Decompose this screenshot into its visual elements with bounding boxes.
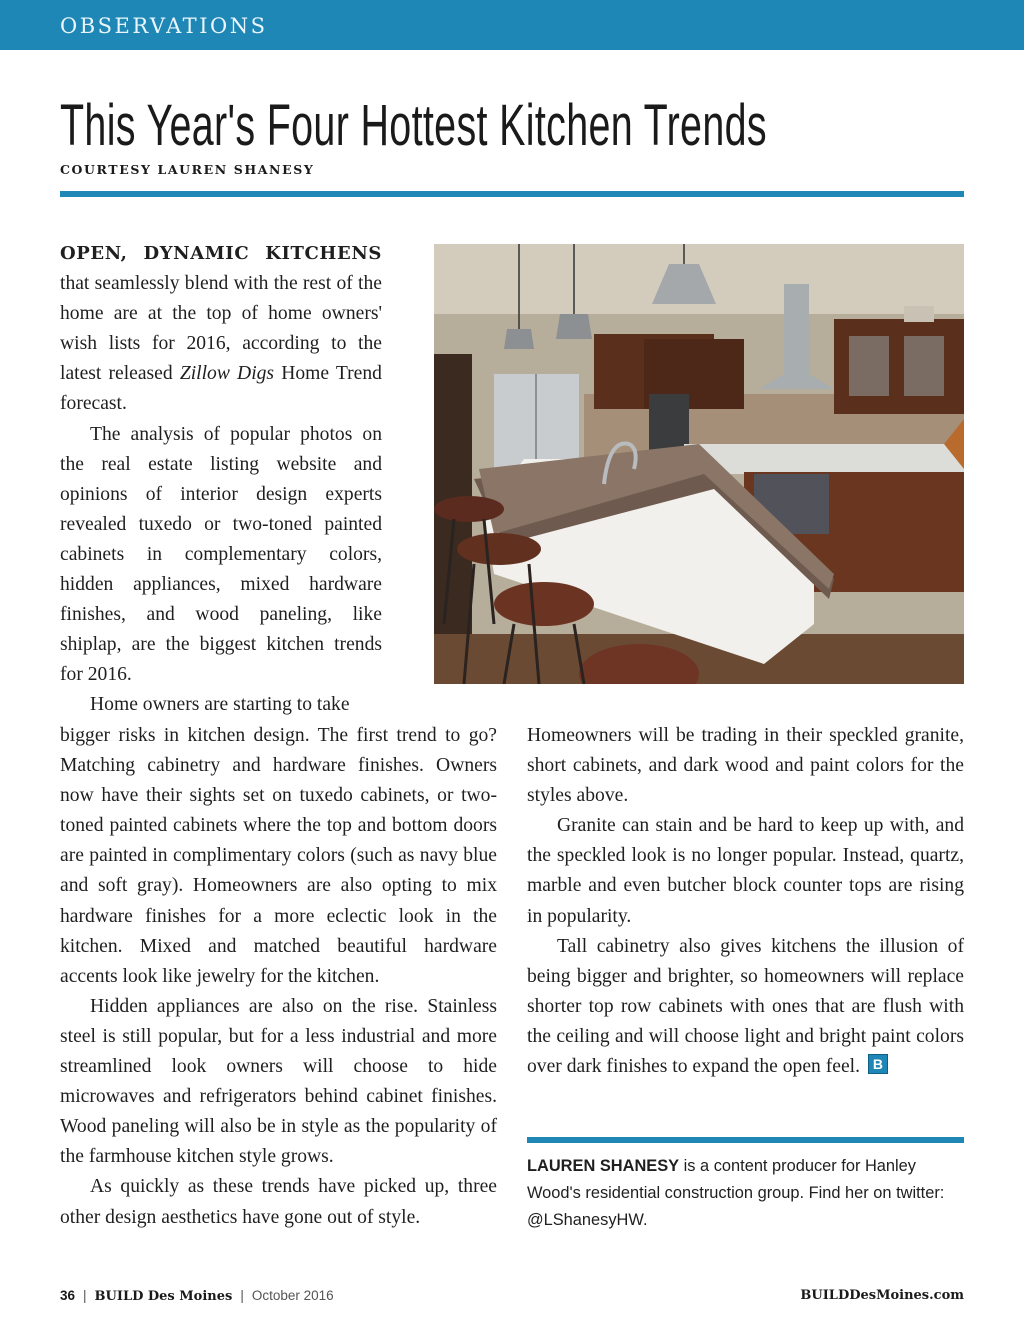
lead-in: OPEN, DYNAMIC KITCHENS [60,243,382,264]
paragraph-3-rest: bigger risks in kitchen design. The first trend to go? Matching cabinetry and hardware finishes. Owners now have their sights set on tuxedo cabinets, or two-toned painted cabinets where the top and bottom doors are painted in complimentary colors (such as navy blue and soft gray). Homeowners are also opting to mix hardware finishes for a more eclectic look in the kitchen. Mixed and matched beautiful hardware accents look like jewelry for the kitchen. [60,725,497,987]
paragraph-8: Tall cabinetry also gives kitchens the illusion of being bigger and brighter, so homeowners will replace shorter top row cabinets with ones that are flush with the ceiling and will choose light and bright paint colors over dark finishes to expand the open feel. [527,935,964,1078]
paragraph-1-end: Home Trend forecast. [60,363,382,415]
author-name: LAUREN SHANESY [527,1157,680,1175]
magazine-name: BUILD Des Moines [94,1289,233,1304]
kitchen-photo [434,244,964,684]
column-2 [527,721,964,1082]
column-1-top [60,239,382,721]
column-1-bottom [60,721,497,1233]
title-divider [60,191,964,197]
issue-date: October 2016 [251,1288,334,1303]
website-url: BUILDDesMoines.com [800,1288,964,1303]
paragraph-1-italic: Zillow Digs [179,363,275,385]
paragraph-2: The analysis of popular photos on the real estate listing website and opinions of interior design experts revealed tuxedo or two-toned painted cabinets in complementary colors, hidden appliances, mixed hardware finishes, and wood paneling, like shiplap, are the biggest kitchen trends for 2016. [60,423,382,686]
paragraph-3-start: Home owners are starting to take [90,694,350,716]
section-header-bar [0,0,1024,50]
photo-credit: COURTESY LAUREN SHANESY [60,162,315,177]
paragraph-5: As quickly as these trends have picked up, three other design aesthetics have gone out of style. [60,1176,497,1228]
end-mark-icon: B [868,1054,888,1074]
paragraph-6: Homeowners will be trading in their speckled granite, short cabinets, and dark wood and paint colors for the styles above. [527,725,964,807]
article-title: This Year's Four Hottest Kitchen Trends [60,93,767,158]
paragraph-7: Granite can stain and be hard to keep up with, and the speckled look is no longer popular. Instead, quartz, marble and even butcher block counter tops are rising in popularity. [527,815,964,927]
bio-divider [527,1137,964,1143]
paragraph-1-text: that seamlessly blend with the rest of the home are at the top of home owners' wish lists for 2016, according to the latest released [60,273,382,385]
footer-left: 36 | BUILD Des Moines | October 2016 [60,1288,334,1304]
paragraph-4: Hidden appliances are also on the rise. Stainless steel is still popular, but for a less industrial and more streamlined look owners will choose to hide microwaves and refrigerators behind cabinet finishes. Wood paneling will also be in style as the popularity of the farmhouse kitchen style grows. [60,995,497,1168]
page-number: 36 [60,1288,76,1303]
section-label: OBSERVATIONS [60,14,268,38]
author-bio-text: is a content producer for Hanley Wood's residential construction group. Find her on twitter: @LShanesyHW. [527,1157,945,1229]
author-bio [527,1153,967,1234]
